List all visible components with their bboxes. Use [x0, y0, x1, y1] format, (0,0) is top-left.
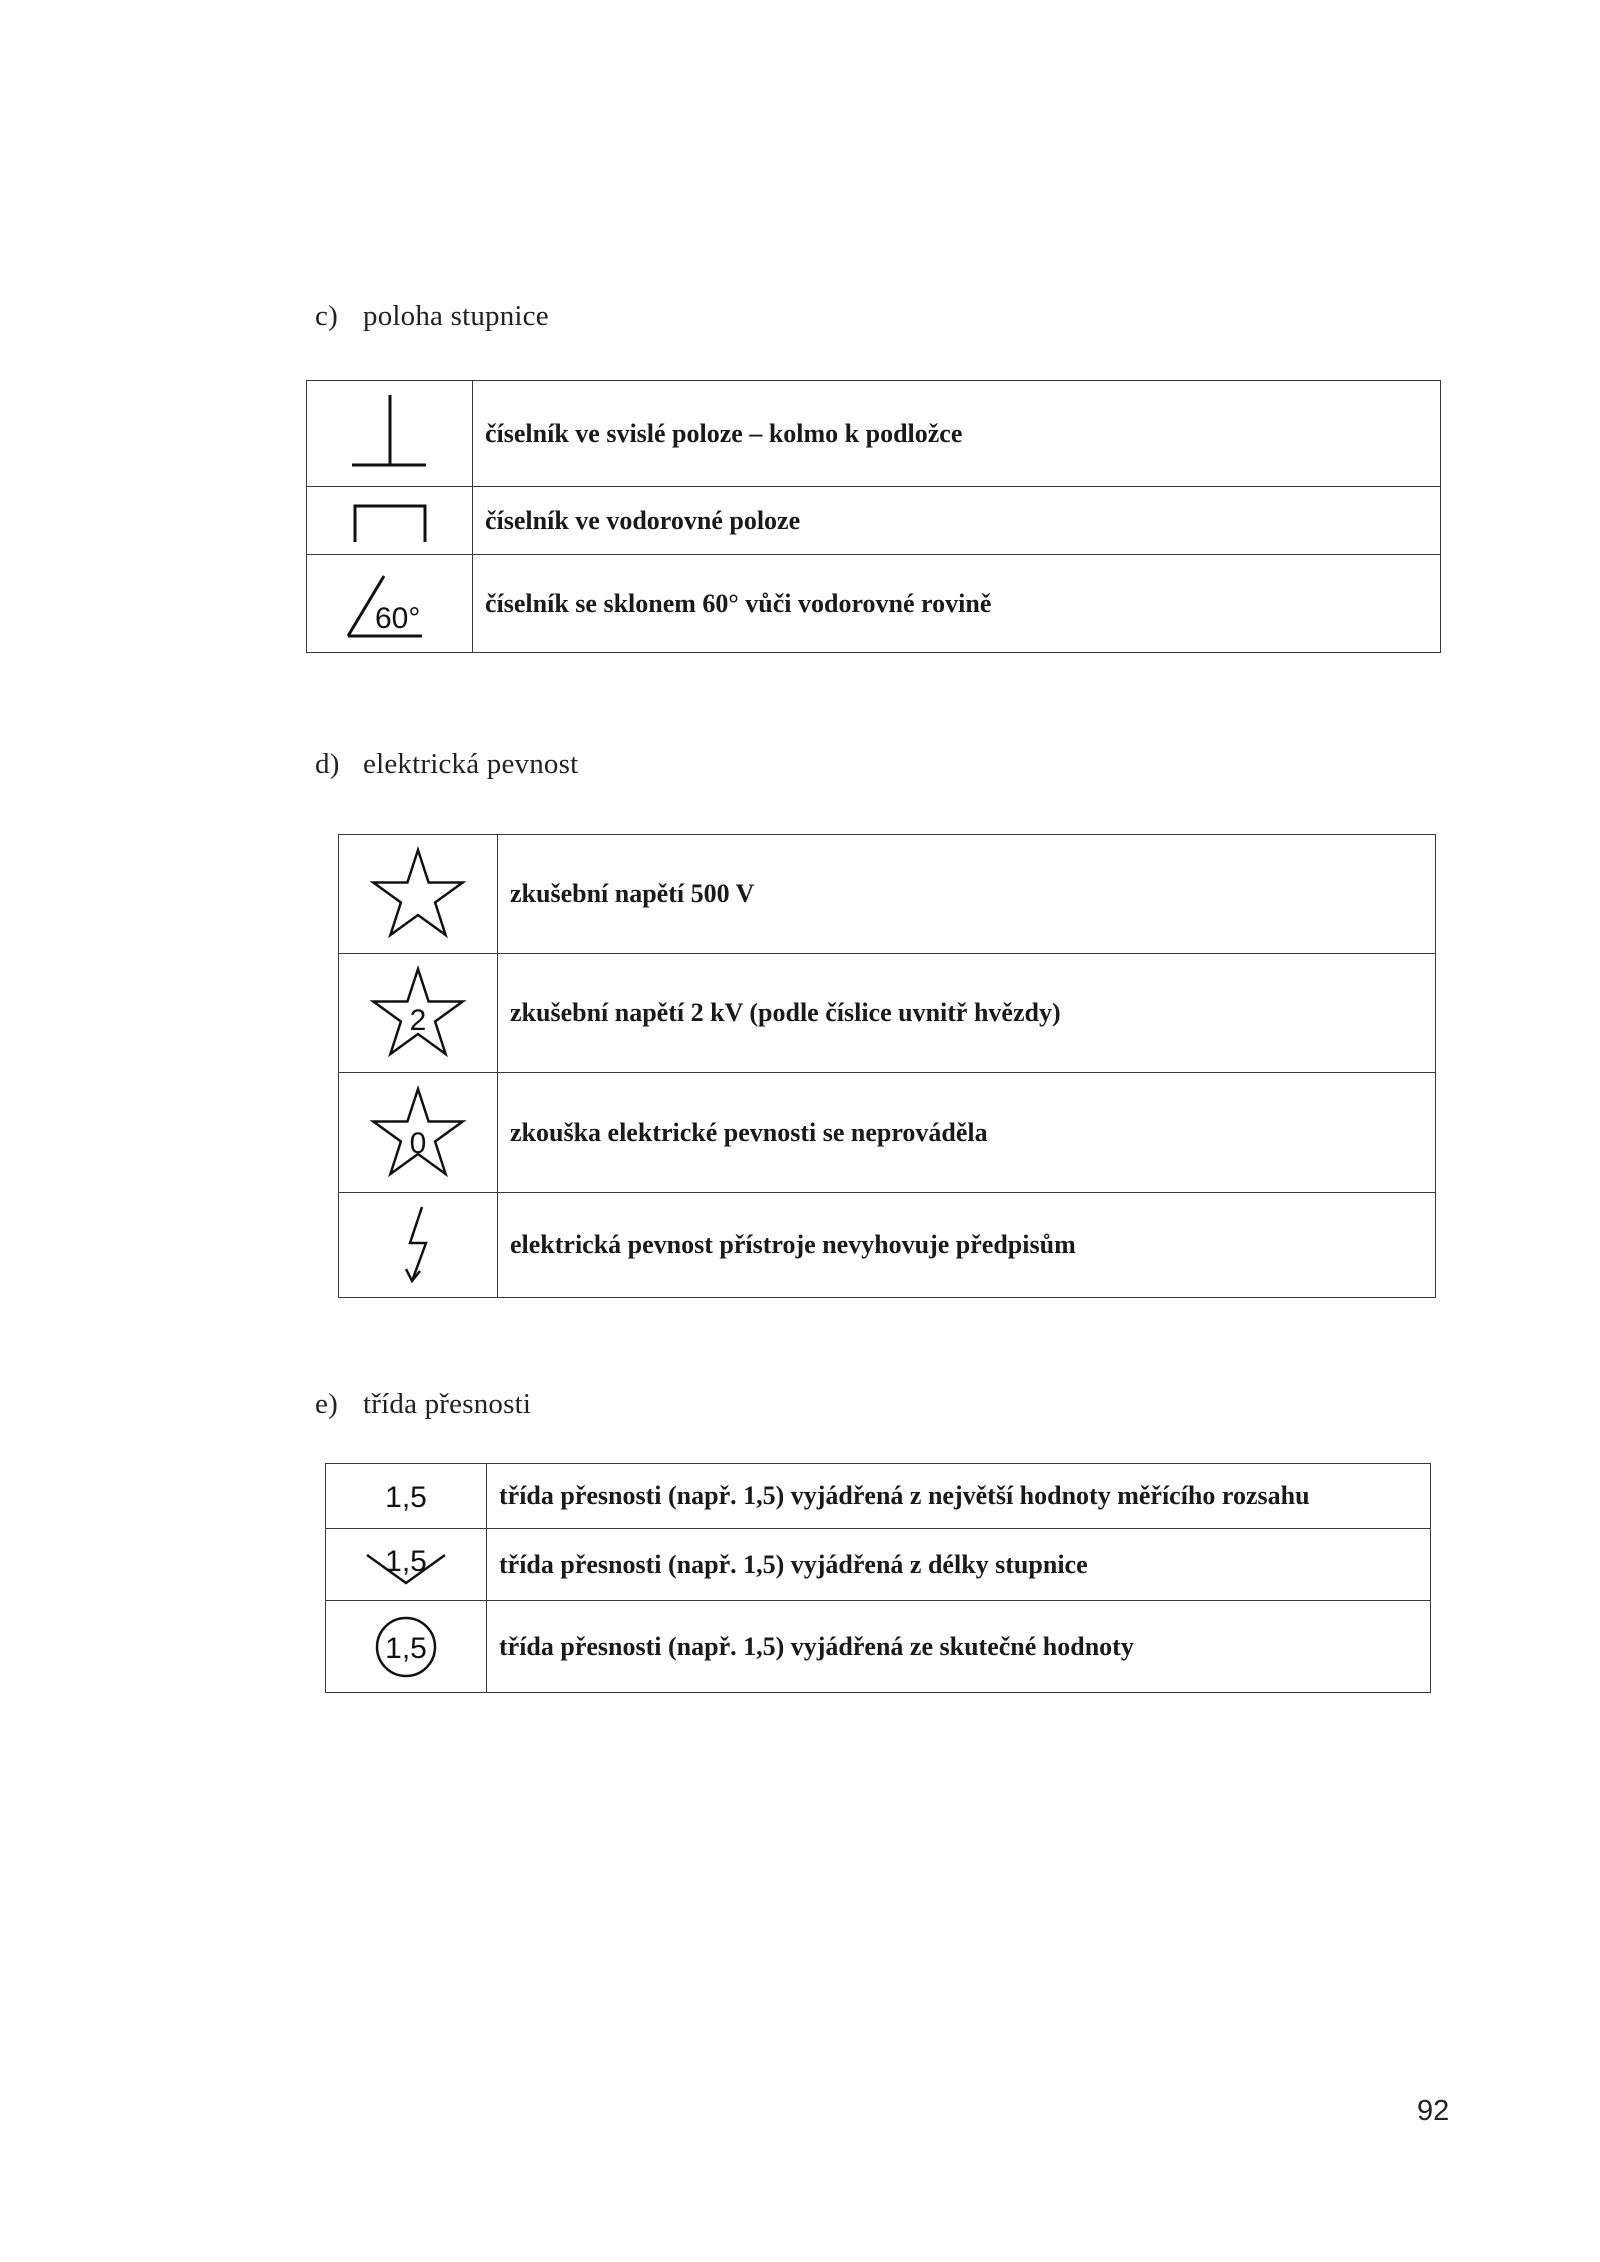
symbol-cell — [326, 1464, 487, 1529]
star-0-icon — [368, 1085, 468, 1181]
symbol-cell — [339, 835, 498, 954]
symbol-cell — [339, 954, 498, 1073]
symbol-cell — [326, 1601, 487, 1693]
section-d-title: elektrická pevnost — [363, 748, 579, 780]
description-cell: zkouška elektrické pevnosti se neprováděla — [498, 1073, 1436, 1193]
accuracy-value-label: 1,5 — [385, 1481, 427, 1514]
description-cell: číselník ve vodorovné poloze — [473, 487, 1441, 555]
star-2-icon — [368, 965, 468, 1061]
symbol-cell — [307, 487, 473, 555]
section-e-title: třída přesnosti — [363, 1388, 532, 1420]
description-cell: třída přesnosti (např. 1,5) vyjádřená ze skutečné hodnoty — [487, 1601, 1431, 1693]
description-cell: číselník se sklonem 60° vůči vodorovné rovině — [473, 555, 1441, 653]
table-row — [339, 835, 1436, 954]
accuracy-value-label: 1,5 — [385, 1631, 427, 1665]
section-c-heading — [315, 300, 549, 333]
lightning-arrow-icon — [388, 1203, 448, 1287]
scale-position-table — [306, 380, 1441, 653]
table-row — [307, 555, 1441, 653]
accuracy-class-table — [325, 1463, 1431, 1693]
symbol-cell — [307, 381, 473, 487]
symbol-cell — [339, 1073, 498, 1193]
description-cell: číselník ve svislé poloze – kolmo k podložce — [473, 381, 1441, 487]
accuracy-plain-icon — [366, 1471, 446, 1521]
description-cell: třída přesnosti (např. 1,5) vyjádřená z největší hodnoty měřícího rozsahu — [487, 1464, 1431, 1529]
table-row — [326, 1529, 1431, 1601]
section-e-letter: e) — [315, 1388, 338, 1420]
star-digit-label: 0 — [409, 1126, 427, 1160]
accuracy-chevron-icon — [361, 1537, 451, 1593]
electric-strength-table — [338, 834, 1436, 1298]
description-cell: zkušební napětí 500 V — [498, 835, 1436, 954]
page-number: 92 — [1417, 2095, 1450, 2127]
description-cell: elektrická pevnost přístroje nevyhovuje předpisům — [498, 1193, 1436, 1298]
section-d-heading — [315, 748, 578, 781]
table-row — [339, 954, 1436, 1073]
accuracy-circle-icon — [366, 1612, 446, 1682]
section-e-heading — [315, 1388, 531, 1421]
section-d-letter: d) — [315, 748, 340, 780]
table-row — [307, 381, 1441, 487]
symbol-cell — [326, 1529, 487, 1601]
table-row — [326, 1601, 1431, 1693]
table-row — [339, 1193, 1436, 1298]
symbol-cell — [339, 1193, 498, 1298]
star-digit-label: 2 — [409, 1004, 427, 1037]
section-c-letter: c) — [315, 300, 338, 332]
description-cell: třída přesnosti (např. 1,5) vyjádřená z délky stupnice — [487, 1529, 1431, 1601]
inclined-dial-icon — [340, 564, 440, 644]
description-cell: zkušební napětí 2 kV (podle číslice uvnitř hvězdy) — [498, 954, 1436, 1073]
table-row — [307, 487, 1441, 555]
section-c-title: poloha stupnice — [363, 300, 549, 332]
symbol-cell — [307, 555, 473, 653]
horizontal-dial-icon — [345, 496, 435, 546]
table-row — [339, 1073, 1436, 1193]
star-icon — [368, 846, 468, 942]
inclined-angle-label: 60° — [374, 601, 420, 635]
table-row — [326, 1464, 1431, 1529]
accuracy-value-label: 1,5 — [385, 1544, 427, 1578]
vertical-dial-icon — [345, 391, 435, 477]
